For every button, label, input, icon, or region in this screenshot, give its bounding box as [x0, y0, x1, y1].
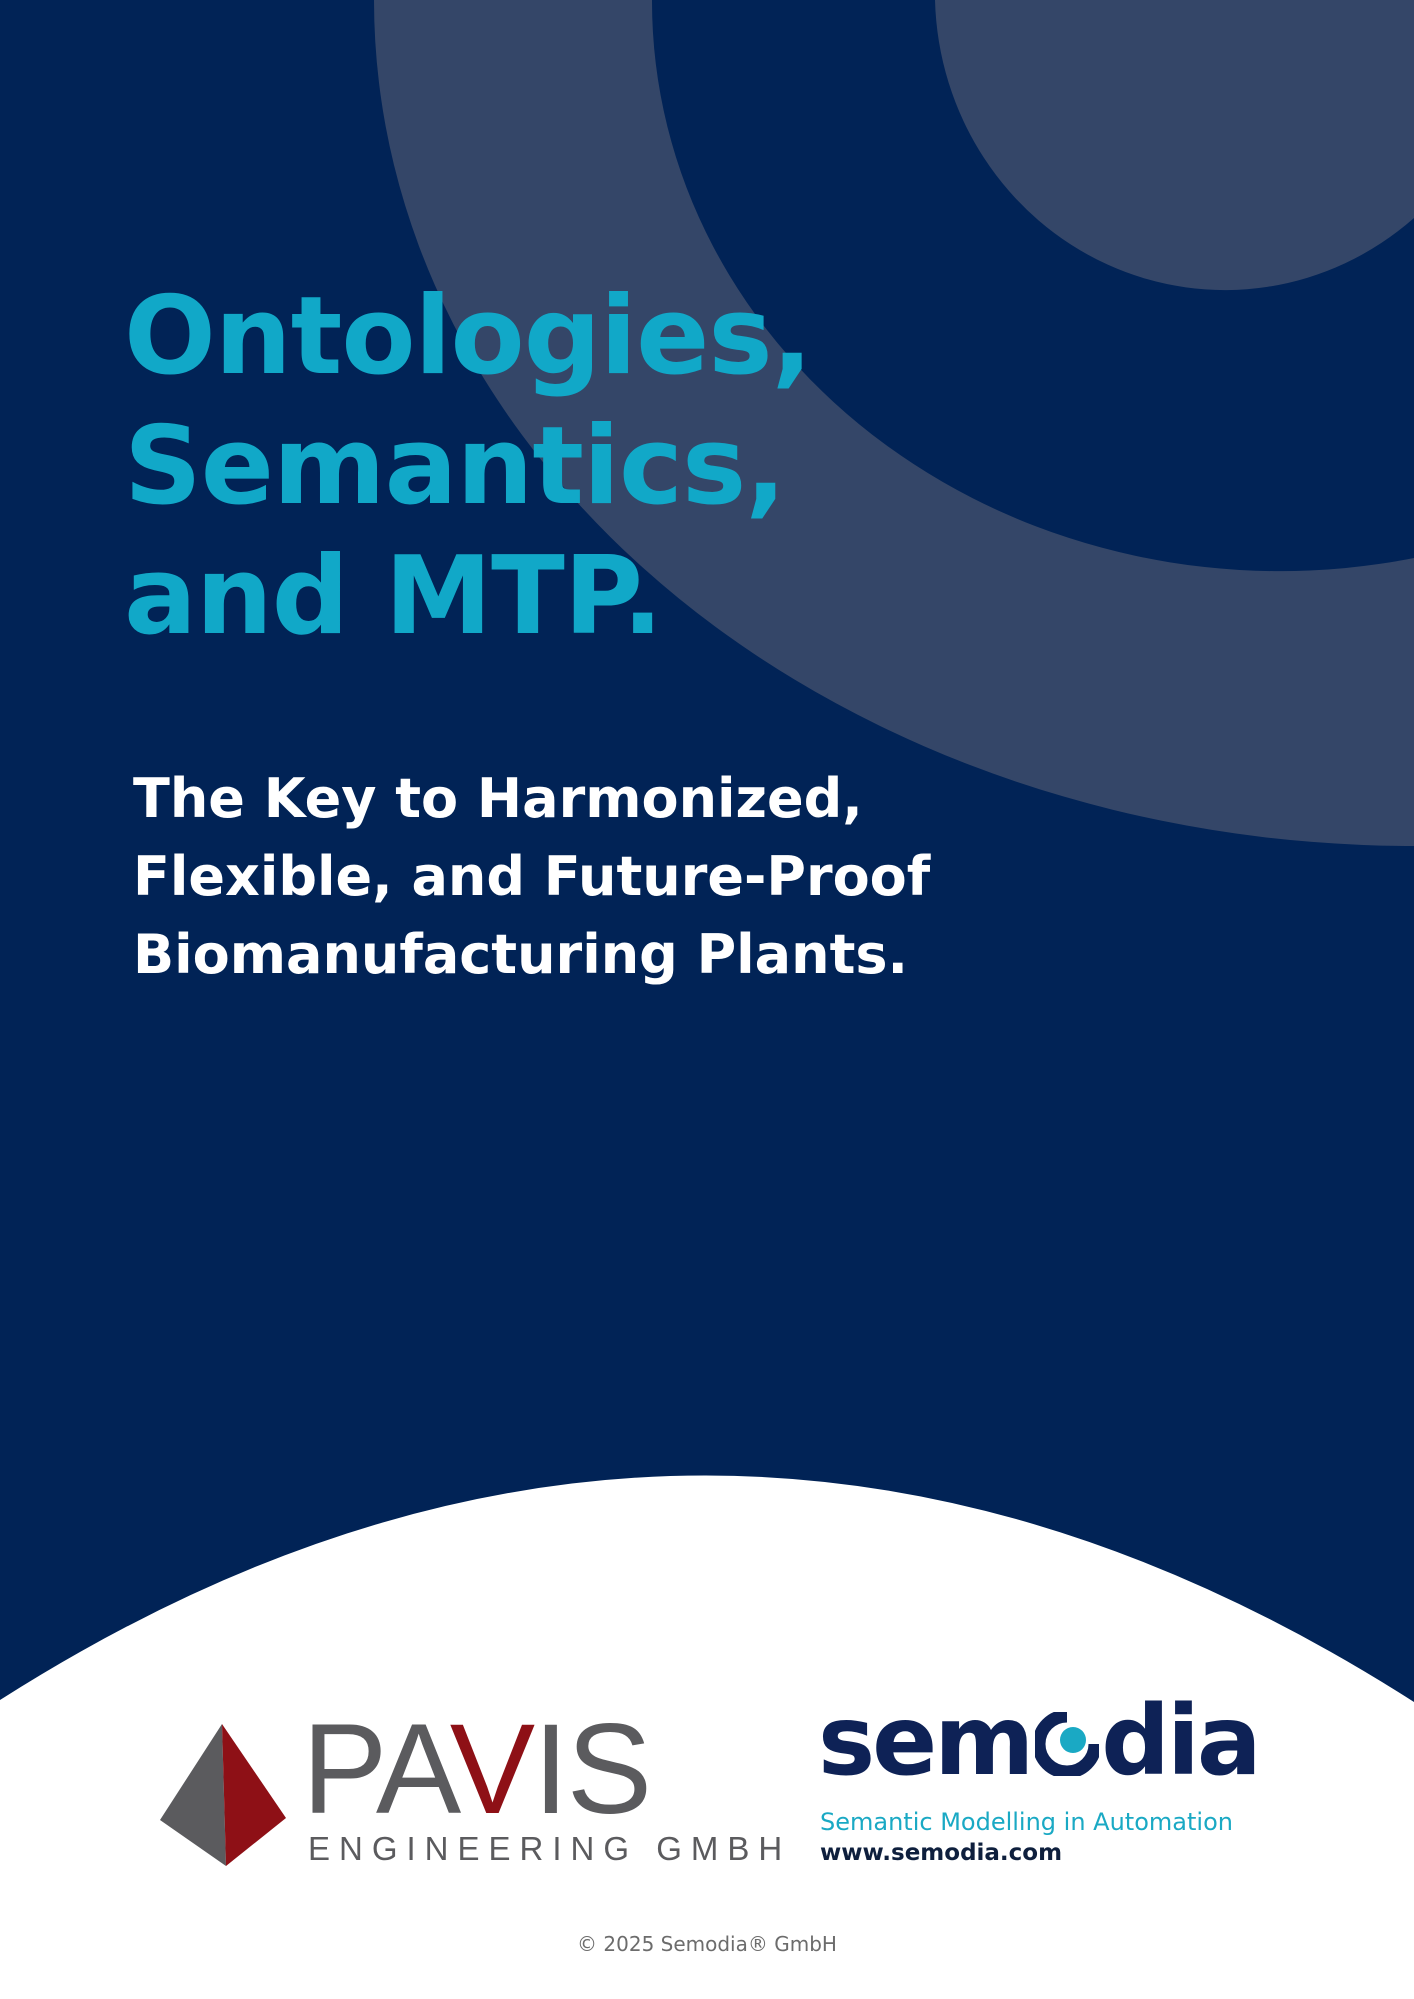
headline-line-2: Semantics,	[124, 404, 786, 529]
pavis-subtitle: ENGINEERING GMBH	[308, 1830, 792, 1867]
pavis-wordmark-part: IS	[533, 1698, 651, 1841]
semodia-eye-icon	[1035, 1688, 1099, 1752]
pavis-pyramid-icon	[160, 1724, 288, 1866]
subtitle-line-1: The Key to Harmonized,	[133, 767, 863, 830]
subtitle-line-3: Biomanufacturing Plants.	[133, 923, 909, 986]
cover-subtitle	[133, 760, 930, 994]
headline-line-3: and MTP.	[124, 534, 663, 659]
semodia-wordmark-start: sem	[818, 1685, 1032, 1797]
semodia-logo	[818, 1685, 1259, 1876]
semodia-wordmark-end: dia	[1101, 1685, 1259, 1797]
semodia-tagline: Semantic Modelling in Automation	[820, 1808, 1233, 1836]
pavis-logo	[160, 1698, 792, 1880]
subtitle-line-2: Flexible, and Future-Proof	[133, 845, 931, 908]
pavis-wordmark-v: V	[449, 1698, 534, 1841]
headline-line-1: Ontologies,	[124, 274, 812, 399]
pavis-wordmark-part: PA	[302, 1698, 450, 1841]
pavis-wordmark	[302, 1700, 650, 1840]
semodia-url: www.semodia.com	[820, 1840, 1063, 1866]
semodia-wordmark	[818, 1686, 1259, 1796]
cover-headline	[124, 272, 812, 662]
copyright-notice: © 2025 Semodia® GmbH	[577, 1932, 837, 1956]
